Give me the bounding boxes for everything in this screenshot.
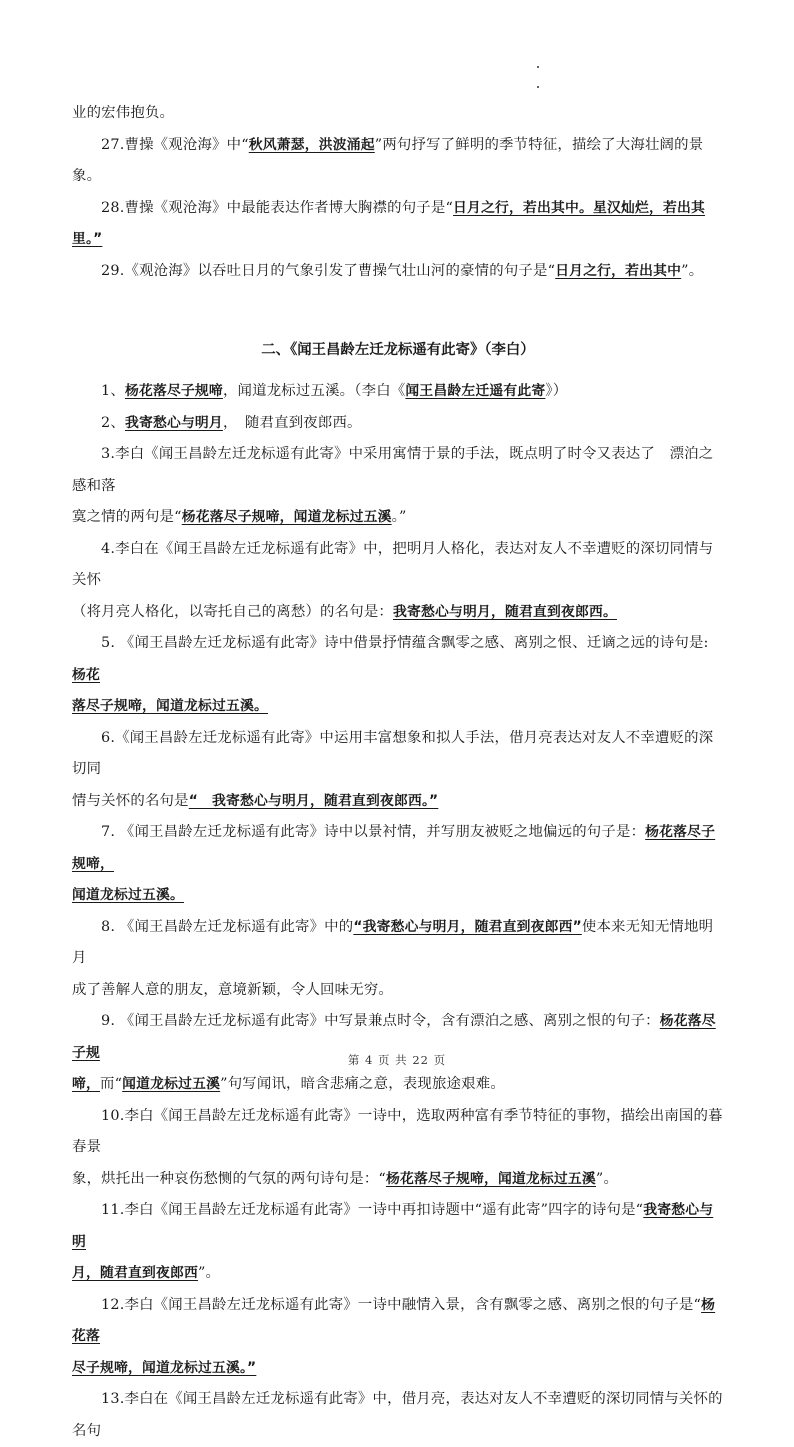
answer-text: 杨花落尽子规啼，闻道龙标过五溪 bbox=[385, 1170, 596, 1187]
body-text: 27.曹操《观沧海》中“ bbox=[101, 136, 249, 153]
paragraph-line bbox=[72, 1195, 724, 1258]
paragraph-line bbox=[72, 534, 724, 597]
body-text: ”句写闻讯，暗含悲痛之意，表现旅途艰难。 bbox=[220, 1076, 505, 1092]
section-title: 二、《闻王昌龄左迁龙标遥有此寄》（李白） bbox=[261, 342, 535, 358]
body-text: 7. 《闻王昌龄左迁龙标遥有此寄》诗中以景衬情，并写朋友被贬之地偏远的句子是： bbox=[101, 824, 646, 840]
paragraph-line bbox=[72, 880, 724, 912]
paragraph-line bbox=[72, 1069, 724, 1101]
paragraph-line bbox=[72, 1384, 724, 1447]
body-text: 9. 《闻王昌龄左迁龙标遥有此寄》中写景兼点时令，含有漂泊之感、离别之恨的句子： bbox=[101, 1013, 660, 1029]
paragraph-line bbox=[72, 912, 724, 975]
answer-text: 我寄愁心与明月，随君直到夜郎西。 bbox=[393, 603, 617, 620]
paragraph-line bbox=[72, 193, 724, 256]
body-text: 6.《闻王昌龄左迁龙标遥有此寄》中运用丰富想象和拟人手法，借月亮表达对友人不幸遭贬的深切同 bbox=[72, 729, 714, 777]
answer-text: 杨花落尽子规啼 bbox=[124, 383, 223, 399]
answer-text: 闻王昌龄左迁遥有此寄 bbox=[405, 383, 546, 399]
section-guanhai-tail bbox=[72, 98, 724, 287]
body-text: 。” bbox=[391, 509, 407, 525]
body-text: 情与关怀的名句是 bbox=[72, 792, 189, 809]
body-text: 10.李白《闻王昌龄左迁龙标遥有此寄》一诗中，选取两种富有季节特征的事物，描绘出南国的暮春景 bbox=[72, 1107, 723, 1155]
body-text: 成了善解人意的朋友，意境新颖，令人回味无穷。 bbox=[72, 981, 393, 998]
header-dots bbox=[537, 62, 543, 92]
body-text: ， 随君直到夜郎西。 bbox=[222, 414, 362, 431]
body-text: ”。 bbox=[197, 1265, 221, 1281]
page-footer: 第 4 页 共 22 页 bbox=[347, 1053, 447, 1067]
body-text: 4.李白在《闻王昌龄左迁龙标遥有此寄》中，把明月人格化，表达对友人不幸遭贬的深切同情与关怀 bbox=[72, 540, 714, 588]
paragraph-line bbox=[72, 1290, 724, 1353]
paragraph-line bbox=[72, 628, 724, 691]
answer-text: 闻道龙标过五溪 bbox=[122, 1076, 221, 1092]
paragraph-line bbox=[72, 98, 724, 130]
answer-text: 尽子规啼，闻道龙标过五溪。” bbox=[72, 1359, 257, 1376]
paragraph-line bbox=[72, 1353, 724, 1385]
body-text: 8. 《闻王昌龄左迁龙标遥有此寄》中的 bbox=[101, 918, 354, 935]
answer-text: 闻道龙标过五溪。 bbox=[72, 887, 184, 903]
body-text: ”两句抒写了鲜明的季节特征，描绘了大海壮阔的景象。 bbox=[72, 136, 704, 184]
paragraph-line bbox=[72, 502, 724, 534]
body-text: （将月亮人格化，以寄托自己的离愁）的名句是： bbox=[72, 603, 393, 620]
body-text: 3.李白《闻王昌龄左迁龙标遥有此寄》中采用寓情于景的手法，既点明了时令又表达了 漂泊之感和落 bbox=[72, 446, 714, 494]
paragraph-line bbox=[72, 597, 724, 629]
body-text: 寞之情的两句是“ bbox=[72, 509, 182, 525]
paragraph-line bbox=[72, 256, 724, 288]
body-text: 使本来无知无情地明月 bbox=[72, 918, 714, 966]
paragraph-line bbox=[72, 130, 724, 193]
body-text: 29.《观沧海》以吞吐日月的气象引发了曹操气壮山河的豪情的句子是“ bbox=[101, 262, 556, 279]
paragraph-line bbox=[72, 817, 724, 880]
body-text: 2、 bbox=[101, 414, 125, 431]
paragraph-line bbox=[72, 439, 724, 502]
answer-text: 杨花落 bbox=[72, 1296, 716, 1344]
body-text: 5. 《闻王昌龄左迁龙标遥有此寄》诗中借景抒情蕴含飘零之感、离别之恨、迁谪之远的诗句是: bbox=[101, 635, 709, 651]
paragraph-line bbox=[72, 975, 724, 1007]
paragraph-line bbox=[72, 691, 724, 723]
body-text: 》） bbox=[545, 383, 568, 399]
answer-text: 月，随君直到夜郎西 bbox=[72, 1265, 198, 1281]
paragraph-line bbox=[72, 1164, 724, 1196]
section-wenwangchangling bbox=[72, 376, 724, 1447]
body-text: 13.李白在《闻王昌龄左迁龙标遥有此寄》中，借月亮，表达对友人不幸遭贬的深切同情与关怀的名句 bbox=[72, 1391, 723, 1439]
answer-text: 落尽子规啼，闻道龙标过五溪。 bbox=[72, 698, 268, 714]
body-text: ”。 bbox=[595, 1170, 619, 1187]
answer-text: 杨花落尽子规啼， bbox=[72, 824, 716, 872]
answer-text: 我寄愁心与明月 bbox=[124, 414, 223, 431]
paragraph-line bbox=[72, 1101, 724, 1164]
paragraph-line bbox=[72, 786, 724, 818]
answer-text: 啼， bbox=[72, 1076, 100, 1092]
answer-text: 杨花落尽子规啼，闻道龙标过五溪 bbox=[181, 509, 392, 525]
paragraph-line bbox=[72, 1258, 724, 1290]
answer-text: 我寄愁心与明 bbox=[72, 1202, 714, 1250]
body-text: 象，烘托出一种哀伤愁恻的气氛的两句诗句是：“ bbox=[72, 1170, 386, 1187]
answer-text: 杨花落尽子规 bbox=[72, 1013, 716, 1061]
answer-text: “我寄愁心与明月，随君直到夜郎西” bbox=[353, 918, 582, 935]
body-text: 而“ bbox=[100, 1076, 123, 1092]
paragraph-line bbox=[72, 408, 724, 440]
paragraph-line bbox=[72, 376, 724, 408]
body-text: 1、 bbox=[101, 383, 125, 399]
body-text: 业的宏伟抱负。 bbox=[72, 105, 175, 121]
body-text: 12.李白《闻王昌龄左迁龙标遥有此寄》一诗中融情入景，含有飘零之感、离别之恨的句子是“ bbox=[101, 1296, 702, 1313]
body-text: 11.李白《闻王昌龄左迁龙标遥有此寄》一诗中再扣诗题中“遥有此寄”四字的诗句是“ bbox=[101, 1202, 644, 1218]
answer-text: 秋风萧瑟，洪波涌起 bbox=[248, 136, 375, 153]
body-text: ”。 bbox=[681, 262, 704, 279]
answer-text: 杨花 bbox=[72, 666, 100, 683]
answer-text: “ 我寄愁心与明月，随君直到夜郎西。” bbox=[188, 792, 439, 809]
answer-text: 日月之行，若出其中。星汉灿烂，若出其里。” bbox=[72, 199, 705, 247]
body-text: 28.曹操《观沧海》中最能表达作者博大胸襟的句子是“ bbox=[101, 199, 454, 216]
paragraph-line bbox=[72, 723, 724, 786]
body-text: ，闻道龙标过五溪。（李白《 bbox=[222, 383, 406, 399]
document-body bbox=[72, 98, 724, 1447]
answer-text: 日月之行，若出其中 bbox=[555, 262, 682, 279]
